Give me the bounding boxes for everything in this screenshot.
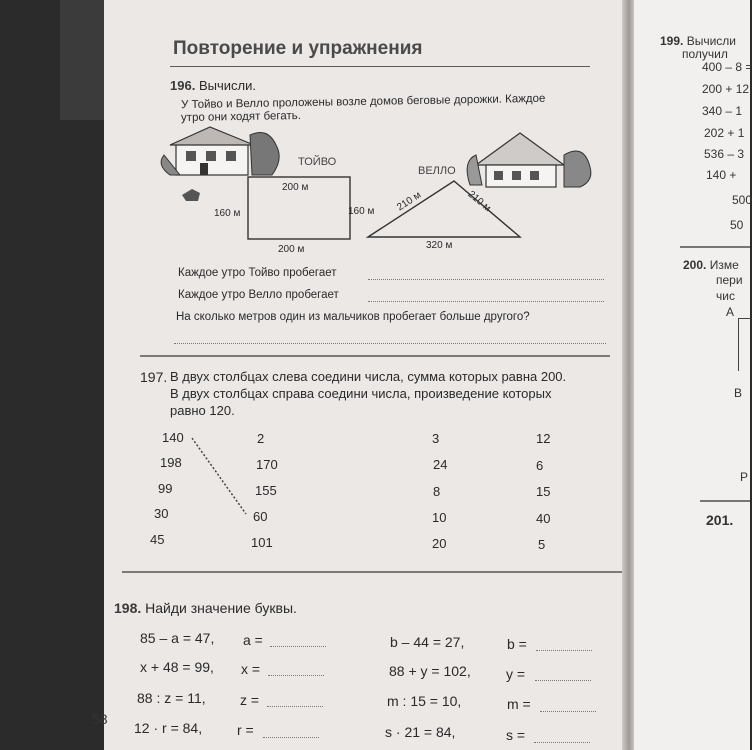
rect-top-length: 200 м xyxy=(282,182,309,193)
equation-right-2: 88 + y = 102, xyxy=(389,663,471,679)
ex199-row: 500 xyxy=(732,193,752,207)
answer-line-1[interactable] xyxy=(368,279,604,280)
ex196-text-line2: утро они ходят бегать. xyxy=(180,109,302,125)
ex198-instruction: Найди значение буквы. xyxy=(145,600,297,616)
ex199-line2: получил xyxy=(682,47,728,61)
equation-left-1: 85 – a = 47, xyxy=(140,630,215,646)
ex197-line2: В двух столбцах справа соедини числа, произведение которых xyxy=(170,386,552,401)
col4-item[interactable]: 40 xyxy=(536,511,551,526)
triangle-left-length: 210 м xyxy=(395,189,424,214)
col3-item[interactable]: 8 xyxy=(433,484,441,499)
ex199-row: 536 – 3 xyxy=(704,147,745,161)
right-separator-2 xyxy=(700,500,750,502)
answer-label-s: s = xyxy=(506,727,526,743)
ex198-heading xyxy=(114,600,297,616)
rect-right-length: 160 м xyxy=(348,206,375,217)
col3-item[interactable]: 20 xyxy=(432,536,447,551)
ex201-number: 201. xyxy=(706,512,734,528)
answer-label-a: a = xyxy=(243,632,263,648)
answer-label-x: x = xyxy=(241,661,261,677)
equation-right-1: b – 44 = 27, xyxy=(390,634,465,650)
ex200-heading xyxy=(683,258,739,272)
ex196-question1: Каждое утро Тойво пробегает xyxy=(178,267,337,279)
page-number: 58 xyxy=(92,711,108,727)
rect-left-length: 160 м xyxy=(214,208,241,219)
col3-item[interactable]: 3 xyxy=(432,431,440,446)
ex197-line3: равно 120. xyxy=(170,403,235,418)
col2-item[interactable]: 155 xyxy=(255,483,277,498)
answer-line-b[interactable] xyxy=(536,650,592,651)
point-p-label: P xyxy=(740,470,749,484)
ex200-line1: Изме xyxy=(709,258,739,272)
ex196-question2: Каждое утро Велло пробегает xyxy=(178,289,339,301)
separator-197-198 xyxy=(122,571,622,573)
equation-left-4: 12 · r = 84, xyxy=(134,720,203,736)
ex199-row: 340 – 1 xyxy=(702,104,743,118)
col1-item[interactable]: 140 xyxy=(162,430,184,445)
answer-line-s[interactable] xyxy=(534,742,590,743)
ex200-number: 200. xyxy=(683,258,707,272)
point-a-label: A xyxy=(726,305,735,319)
answer-label-z: z = xyxy=(240,692,260,708)
col4-item[interactable]: 5 xyxy=(538,537,546,552)
equation-left-3: 88 : z = 11, xyxy=(137,690,206,706)
answer-line-r[interactable] xyxy=(263,737,319,738)
ex196-heading xyxy=(170,78,256,93)
ex198-number: 198. xyxy=(114,600,142,616)
answer-line-m[interactable] xyxy=(540,711,596,712)
col2-item[interactable]: 101 xyxy=(251,535,273,550)
page-title: Повторение и упражнения xyxy=(173,38,423,59)
vello-house-icon xyxy=(467,133,591,187)
ex199-row: 50 xyxy=(730,218,744,232)
rect-bottom-length: 200 м xyxy=(278,244,305,255)
answer-line-3[interactable] xyxy=(174,343,606,344)
equation-right-3: m : 15 = 10, xyxy=(387,693,462,709)
answer-label-y: y = xyxy=(506,666,526,682)
ex196-instruction: Вычисли. xyxy=(198,78,256,93)
answer-label-b: b = xyxy=(507,636,527,652)
col4-item[interactable]: 12 xyxy=(536,431,551,446)
ex199-row: 202 + 1 xyxy=(704,126,745,140)
ex197-line1: В двух столбцах слева соедини числа, сумма которых равна 200. xyxy=(170,369,567,384)
col1-item[interactable]: 30 xyxy=(154,506,169,521)
ex199-row: 140 + xyxy=(706,168,737,182)
triangle-bottom-length: 320 м xyxy=(426,240,453,251)
ex199-row: 400 – 8 = xyxy=(702,60,752,74)
ex200-line2: пери xyxy=(716,273,743,287)
triangle-right-length: 210 м xyxy=(465,188,493,215)
ex199-heading xyxy=(660,34,736,48)
col2-item[interactable]: 60 xyxy=(253,509,268,524)
col4-item[interactable]: 6 xyxy=(536,458,544,473)
equation-left-2: x + 48 = 99, xyxy=(140,659,214,675)
separator-196-197 xyxy=(140,355,610,357)
title-rule xyxy=(170,66,590,67)
ex199-line1: Вычисли xyxy=(686,34,736,48)
ex196-question3: На сколько метров один из мальчиков пробегает больше другого? xyxy=(176,311,530,323)
col1-item[interactable]: 198 xyxy=(160,455,182,470)
col3-item[interactable]: 24 xyxy=(433,457,448,472)
ex199-row: 200 + 12 xyxy=(702,82,750,96)
col2-item[interactable]: 170 xyxy=(256,457,278,472)
answer-label-m: m = xyxy=(507,696,531,712)
col4-item[interactable]: 15 xyxy=(536,484,551,499)
dog-icon xyxy=(182,189,200,201)
ex199-number: 199. xyxy=(660,34,684,48)
ex196-number: 196. xyxy=(170,78,196,93)
answer-line-y[interactable] xyxy=(535,680,591,681)
vello-track-triangle xyxy=(368,181,520,237)
right-separator-1 xyxy=(680,246,750,248)
answer-line-z[interactable] xyxy=(267,706,323,707)
col2-item[interactable]: 2 xyxy=(257,431,265,446)
answer-line-a[interactable] xyxy=(270,646,326,647)
vello-label: ВЕЛЛО xyxy=(418,165,456,177)
running-tracks-illustration xyxy=(160,125,600,265)
toivo-label: ТОЙВО xyxy=(298,156,337,168)
toivo-house-icon xyxy=(161,127,279,175)
point-b-label: B xyxy=(734,386,743,400)
col1-item[interactable]: 45 xyxy=(150,532,165,547)
col3-item[interactable]: 10 xyxy=(432,510,447,525)
connection-line-140-60 xyxy=(190,436,250,518)
answer-label-r: r = xyxy=(237,722,254,738)
ex197-number: 197. xyxy=(140,369,168,385)
col1-item[interactable]: 99 xyxy=(158,481,173,496)
shape-ab xyxy=(738,318,751,371)
answer-line-2[interactable] xyxy=(368,301,604,302)
ex200-line3: чис xyxy=(716,289,735,303)
ex196-text-line1: У Тойво и Велло проложены возле домов беговые дорожки. Каждое xyxy=(180,92,546,112)
equation-right-4: s · 21 = 84, xyxy=(385,724,456,740)
answer-line-x[interactable] xyxy=(268,675,324,676)
